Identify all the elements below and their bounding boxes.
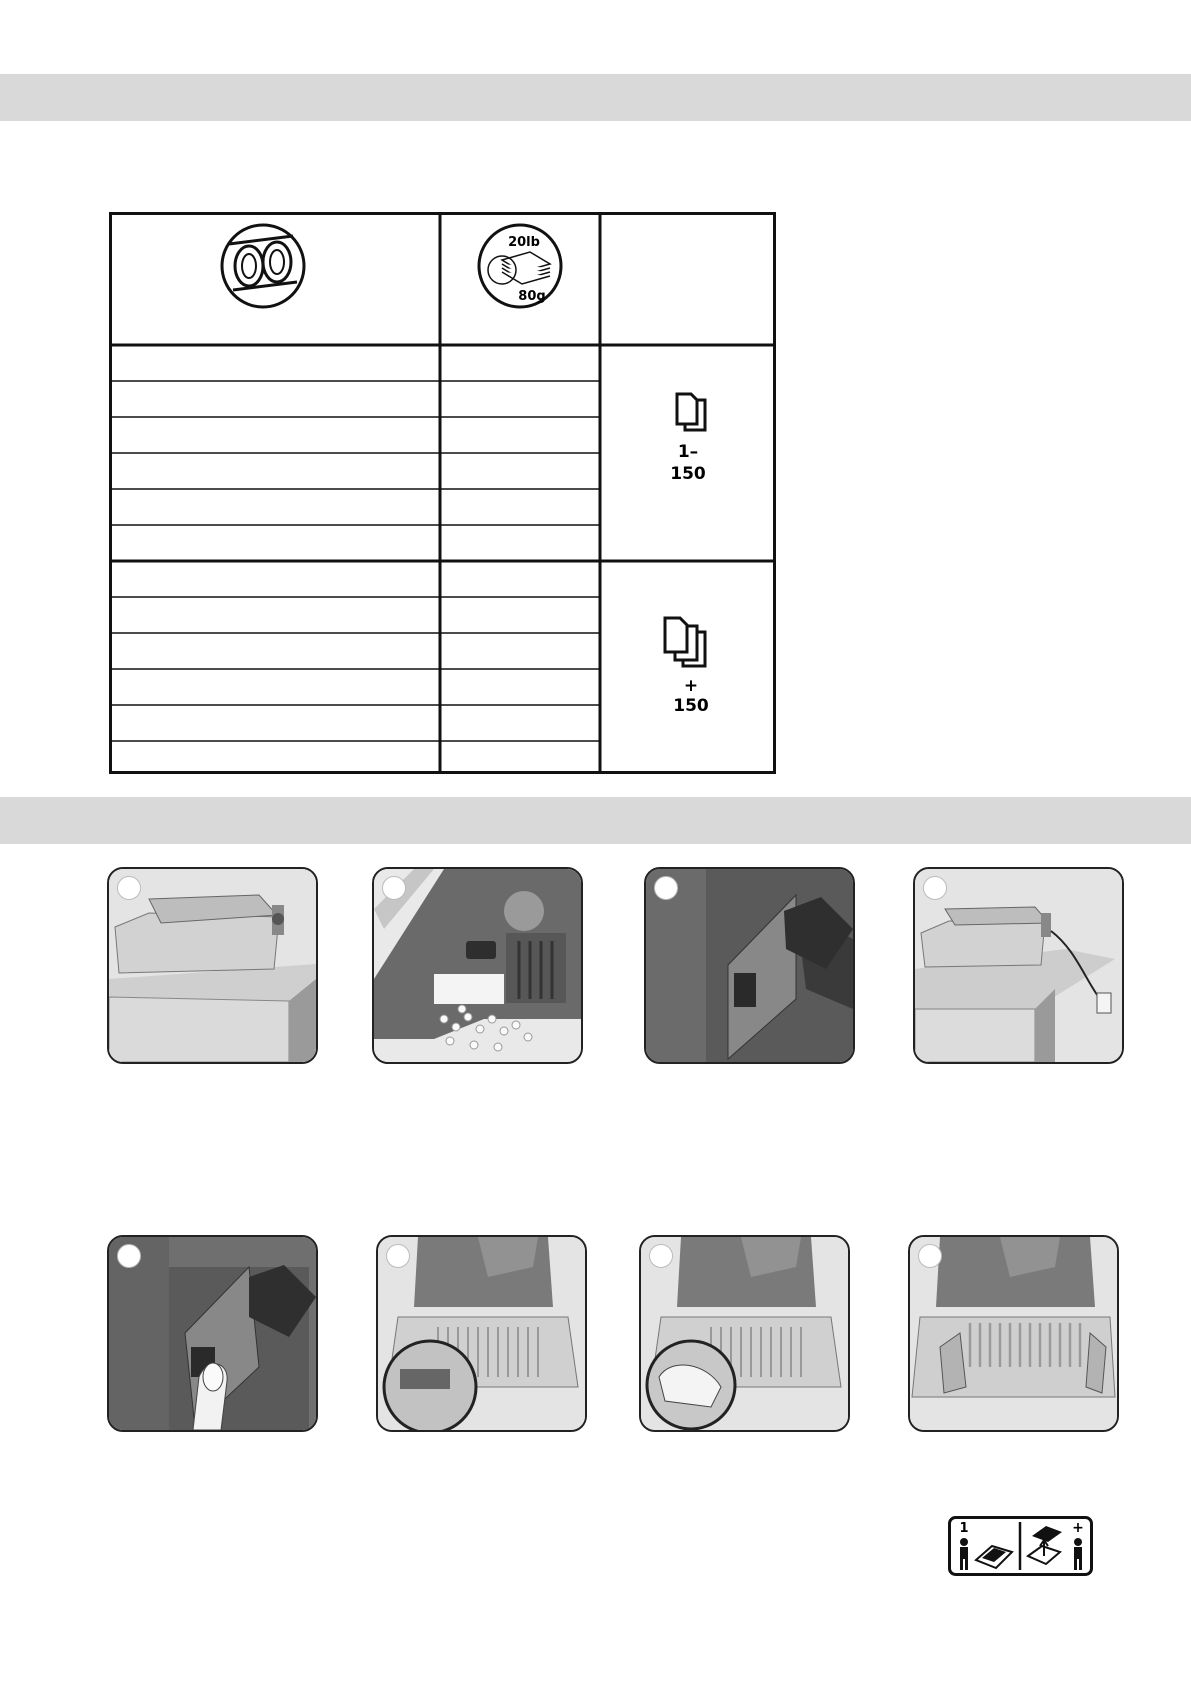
illustration-step-3 [644, 867, 855, 1064]
header-band [0, 74, 1191, 121]
binding-comb-icon [222, 225, 304, 307]
step-marker [117, 876, 141, 900]
multi-person-count: + [1072, 1520, 1084, 1536]
illustration-step-1 [107, 867, 318, 1064]
illustration-step-6 [376, 1235, 587, 1432]
table-frame [111, 214, 775, 773]
section-band [0, 797, 1191, 844]
illustration-step-5 [107, 1235, 318, 1432]
one-person-count: 1 [959, 1521, 969, 1536]
group1-capacity-line2: 150 [670, 464, 706, 484]
step-marker [386, 1244, 410, 1268]
group2-capacity-line2: 150 [673, 696, 709, 716]
group2-capacity-line1: + [683, 676, 699, 696]
two-person-lift-icon [948, 1516, 1093, 1576]
step-marker [923, 876, 947, 900]
paper-weight-lb-label: 20lb [508, 235, 540, 250]
illustration-step-7 [639, 1235, 850, 1432]
step-marker [649, 1244, 673, 1268]
group1-capacity-line1: 1– [677, 442, 699, 462]
illustration-step-4 [913, 867, 1124, 1064]
step-marker [918, 1244, 942, 1268]
single-sheet-stack-icon [677, 394, 705, 430]
paper-weight-icon [479, 225, 561, 307]
spec-table [109, 212, 776, 774]
step-marker [654, 876, 678, 900]
illustration-step-2 [372, 867, 583, 1064]
illustration-step-8 [908, 1235, 1119, 1432]
paper-weight-g-label: 80g [518, 289, 546, 304]
step-marker [117, 1244, 141, 1268]
step-marker [382, 876, 406, 900]
